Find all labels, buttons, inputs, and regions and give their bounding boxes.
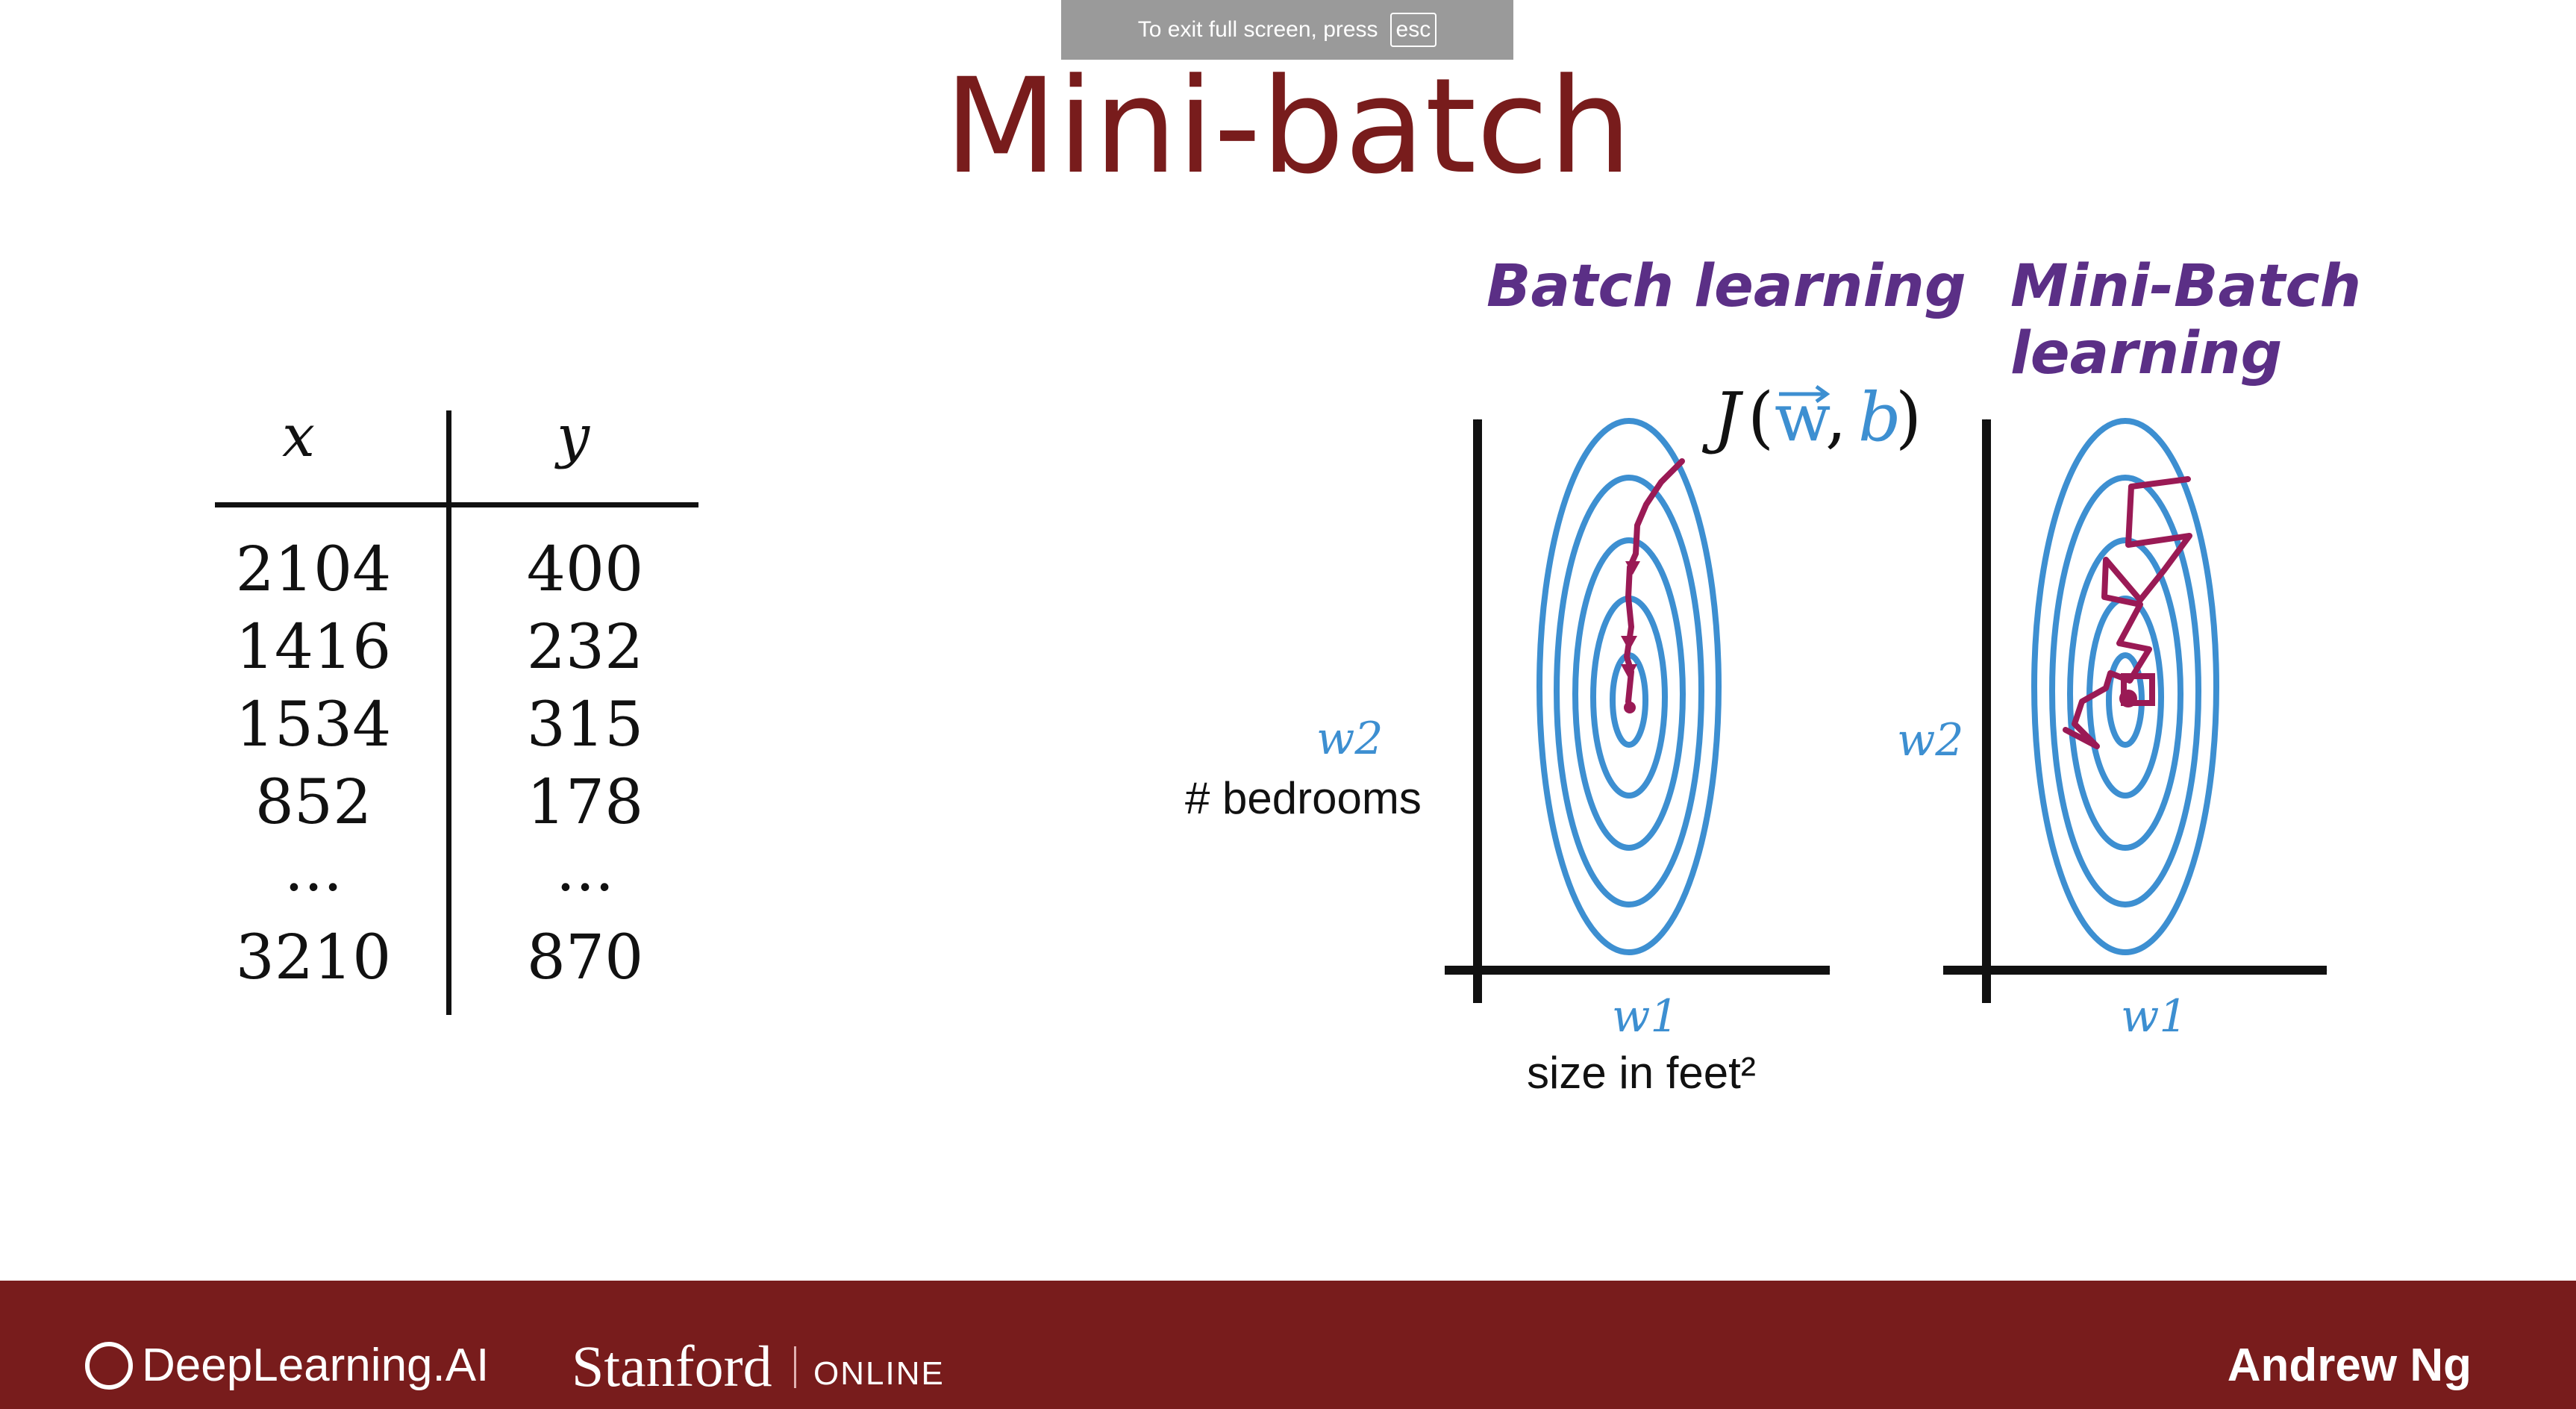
table-header-x: x bbox=[282, 403, 315, 470]
table-cell-x: 852 bbox=[254, 767, 372, 838]
table-cell-y: 232 bbox=[526, 612, 644, 683]
fullscreen-notice-text: To exit full screen, press bbox=[1137, 17, 1378, 42]
table-cell-y: 315 bbox=[526, 690, 644, 760]
batch-x-axis-label: w1 bbox=[1612, 990, 1679, 1043]
table-cell-y: 870 bbox=[526, 922, 644, 993]
table-header-y: y bbox=[556, 403, 590, 470]
table-cell-x: ... bbox=[284, 834, 343, 905]
table-cell-x: 2104 bbox=[235, 534, 392, 605]
deeplearning-ai-mark-icon bbox=[85, 1342, 133, 1390]
cost-comma: , bbox=[1825, 378, 1847, 457]
stanford-online-label: ONLINE bbox=[813, 1355, 945, 1392]
batch-contour-plot bbox=[1445, 419, 1830, 1003]
cost-param-b: b bbox=[1858, 378, 1901, 457]
deeplearning-ai-logo bbox=[85, 1339, 489, 1392]
cost-symbol-j: J bbox=[1713, 378, 1741, 457]
table-cell-y: ... bbox=[555, 834, 615, 905]
deeplearning-ai-wordmark: DeepLearning.AI bbox=[142, 1340, 490, 1391]
author-name: Andrew Ng bbox=[2227, 1340, 2472, 1391]
minibatch-title-line1: Mini-Batch bbox=[2010, 253, 2362, 320]
minibatch-y-axis-label: w2 bbox=[1897, 714, 1964, 766]
minibatch-contour-plot bbox=[1943, 419, 2327, 1003]
esc-key-hint: esc bbox=[1390, 13, 1437, 47]
table-cell-y: 400 bbox=[526, 534, 644, 605]
stanford-logo: Stanford bbox=[572, 1334, 772, 1399]
batch-cost-label bbox=[1701, 378, 1922, 457]
cost-param-w: w bbox=[1775, 379, 1831, 456]
batch-y-axis-description: # bedrooms bbox=[1185, 773, 1422, 823]
batch-x-axis-description: size in feet² bbox=[1527, 1048, 1756, 1098]
minibatch-x-axis-label: w1 bbox=[2121, 990, 2188, 1043]
minibatch-end-marker bbox=[2119, 690, 2137, 707]
table-cell-y: 178 bbox=[526, 767, 644, 838]
table-cell-x: 3210 bbox=[235, 922, 392, 993]
batch-y-axis-label: w2 bbox=[1316, 713, 1384, 765]
cost-paren-open: ( bbox=[1748, 378, 1775, 457]
cost-paren-close: ) bbox=[1895, 378, 1922, 457]
minibatch-title-line2: learning bbox=[2010, 320, 2283, 387]
slide-title: Mini-batch bbox=[944, 50, 1632, 203]
table-cell-x: 1534 bbox=[235, 690, 392, 760]
stanford-logo-divider bbox=[794, 1346, 796, 1388]
batch-learning-title: Batch learning bbox=[1486, 253, 1966, 320]
table-cell-x: 1416 bbox=[235, 612, 392, 683]
batch-descent-path bbox=[1627, 461, 1682, 709]
